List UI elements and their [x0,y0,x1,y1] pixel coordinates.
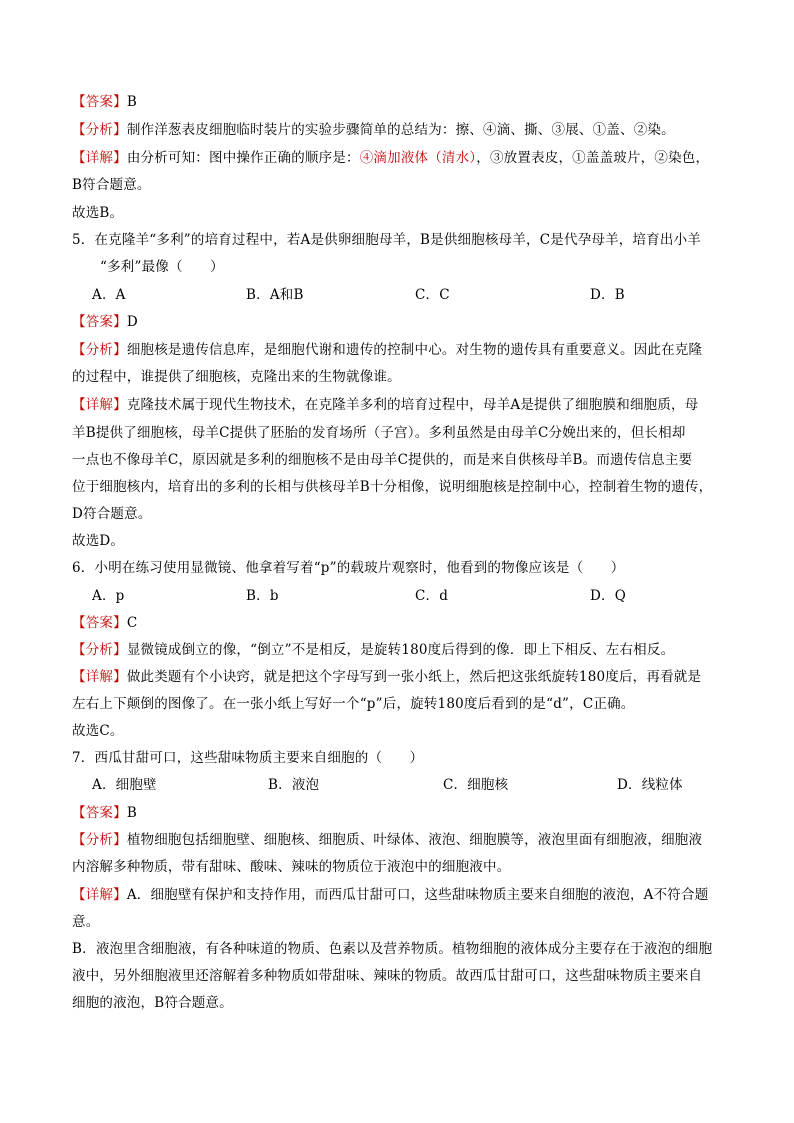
q5-detail-line-2: 羊B提供了细胞核，母羊C提供了胚胎的发育场所（子宫）。多利虽然是由母羊C分娩出来的，但长相却 [72,425,686,441]
q4-conclusion: 故选B。 [72,205,124,221]
q5-conclusion: 故选D。 [72,533,125,549]
q7-stem: 7．西瓜甘甜可口，这些甜味物质主要来自细胞的（ ） [72,750,424,766]
q6-answer-line [72,613,137,633]
q7-detail-line-1 [72,885,708,905]
q7-detail-line-3: B．液泡里含细胞液，有各种味道的物质、色素以及营养物质。植物细胞的液体成分主要存在于液泡的细胞 [72,941,713,957]
detail-tag: 【详解】 [72,669,127,685]
analysis-tag: 【分析】 [72,342,127,358]
detail-tag: 【详解】 [72,887,127,903]
q5-detail-line-5: D符合题意。 [72,506,152,522]
q5-stem-line-1: 5．在克隆羊“多利”的培育过程中，若A是供卵细胞母羊，B是供细胞核母羊，C是代孕母羊，培育出小羊 [72,232,701,248]
option-d: D．线粒体 [617,777,683,793]
option-c: C．C [415,287,450,303]
q4-detail-line-2: B符合题意。 [72,177,151,193]
q6-analysis-line [72,640,674,660]
option-d: D．B [590,287,625,303]
detail-tag: 【详解】 [72,397,127,413]
q6-detail-line-2: 左右上下颠倒的图像了。在一张小纸上写好一个“p”后，旋转180度后看到的是“d”，C正确。 [72,696,635,712]
q7-analysis-line-1 [72,830,702,850]
detail-highlight: ④滴加液体（清水） [359,150,477,166]
q6-detail-line-1 [72,667,701,687]
option-c: C．d [415,588,449,604]
option-a: A．A [92,287,126,303]
q6-conclusion: 故选C。 [72,723,124,739]
analysis-text: 显微镜成倒立的像，“倒立”不是相反，是旋转180度后得到的像．即上下相反、左右相反。 [126,642,675,658]
q7-analysis-line-2: 内溶解多种物质，带有甜味、酸味、辣味的物质位于液泡中的细胞液中。 [72,859,511,875]
q5-stem-line-2: “多利”最像（ ） [100,259,224,275]
analysis-text: 细胞核是遗传信息库，是细胞代谢和遗传的控制中心。对生物的遗传具有重要意义。因此在克隆 [126,342,703,358]
answer-value: C [126,615,138,631]
analysis-tag: 【分析】 [72,122,127,138]
q4-analysis-line [72,120,675,140]
analysis-tag: 【分析】 [72,642,127,658]
q7-detail-line-4: 液中，另外细胞液里还溶解着多种物质如带甜味、辣味的物质。故西瓜甘甜可口，这些甜味物质主要来自 [72,968,703,984]
analysis-text: 植物细胞包括细胞壁、细胞核、细胞质、叶绿体、液泡、细胞膜等，液泡里面有细胞液，细胞液 [126,832,703,848]
q5-answer-line [72,312,138,332]
answer-tag: 【答案】 [72,314,127,330]
option-b: B．A和B [246,287,304,303]
answer-value: D [126,314,138,330]
answer-value: B [126,805,137,821]
detail-text: 由分析可知：图中操作正确的顺序是： [126,150,360,166]
q4-answer-line [72,92,137,112]
q6-stem: 6．小明在练习使用显微镜、他拿着写着“p”的载玻片观察时，他看到的物像应该是（ ） [72,560,625,576]
answer-tag: 【答案】 [72,615,127,631]
detail-text: ，③放置表皮，①盖盖玻片，②染色， [476,150,710,166]
detail-text: 克隆技术属于现代生物技术，在克隆羊多利的培育过程中，母羊A是提供了细胞膜和细胞质，母 [126,397,699,413]
option-b: B．液泡 [268,777,320,793]
detail-text: 做此类题有个小诀窍，就是把这个字母写到一张小纸上，然后把这张纸旋转180度后，再看就是 [126,669,702,685]
option-a: A．细胞壁 [92,777,157,793]
q7-answer-line [72,803,137,823]
q7-detail-line-2: 意。 [72,914,100,930]
analysis-text: 制作洋葱表皮细胞临时装片的实验步骤简单的总结为：擦、④滴、撕、③展、①盖、②染。 [126,122,675,138]
q5-analysis-line-1 [72,340,702,360]
q5-detail-line-1 [72,395,698,415]
detail-tag: 【详解】 [72,150,127,166]
q5-detail-line-4: 位于细胞核内，培育出的多利的长相与供核母羊B十分相像，说明细胞核是控制中心，控制着生物的遗传， [72,479,713,495]
detail-text: A．细胞壁有保护和支持作用，而西瓜甘甜可口，这些甜味物质主要来自细胞的液泡，A不符合题 [126,887,709,903]
analysis-tag: 【分析】 [72,832,127,848]
option-a: A．p [92,588,125,604]
q5-detail-line-3: 一点也不像母羊C，原因就是多利的细胞核不是由母羊C提供的，而是来自供核母羊B。而遗传信息主要 [72,452,693,468]
option-d: D．Q [590,588,626,604]
option-b: B．b [246,588,279,604]
q7-detail-line-5: 细胞的液泡，B符合题意。 [72,995,233,1011]
q4-detail-line-1 [72,148,709,168]
option-c: C．细胞核 [443,777,509,793]
answer-tag: 【答案】 [72,94,127,110]
answer-value: B [126,94,137,110]
q5-analysis-line-2: 的过程中，谁提供了细胞核，克隆出来的生物就像谁。 [72,369,401,385]
answer-tag: 【答案】 [72,805,127,821]
